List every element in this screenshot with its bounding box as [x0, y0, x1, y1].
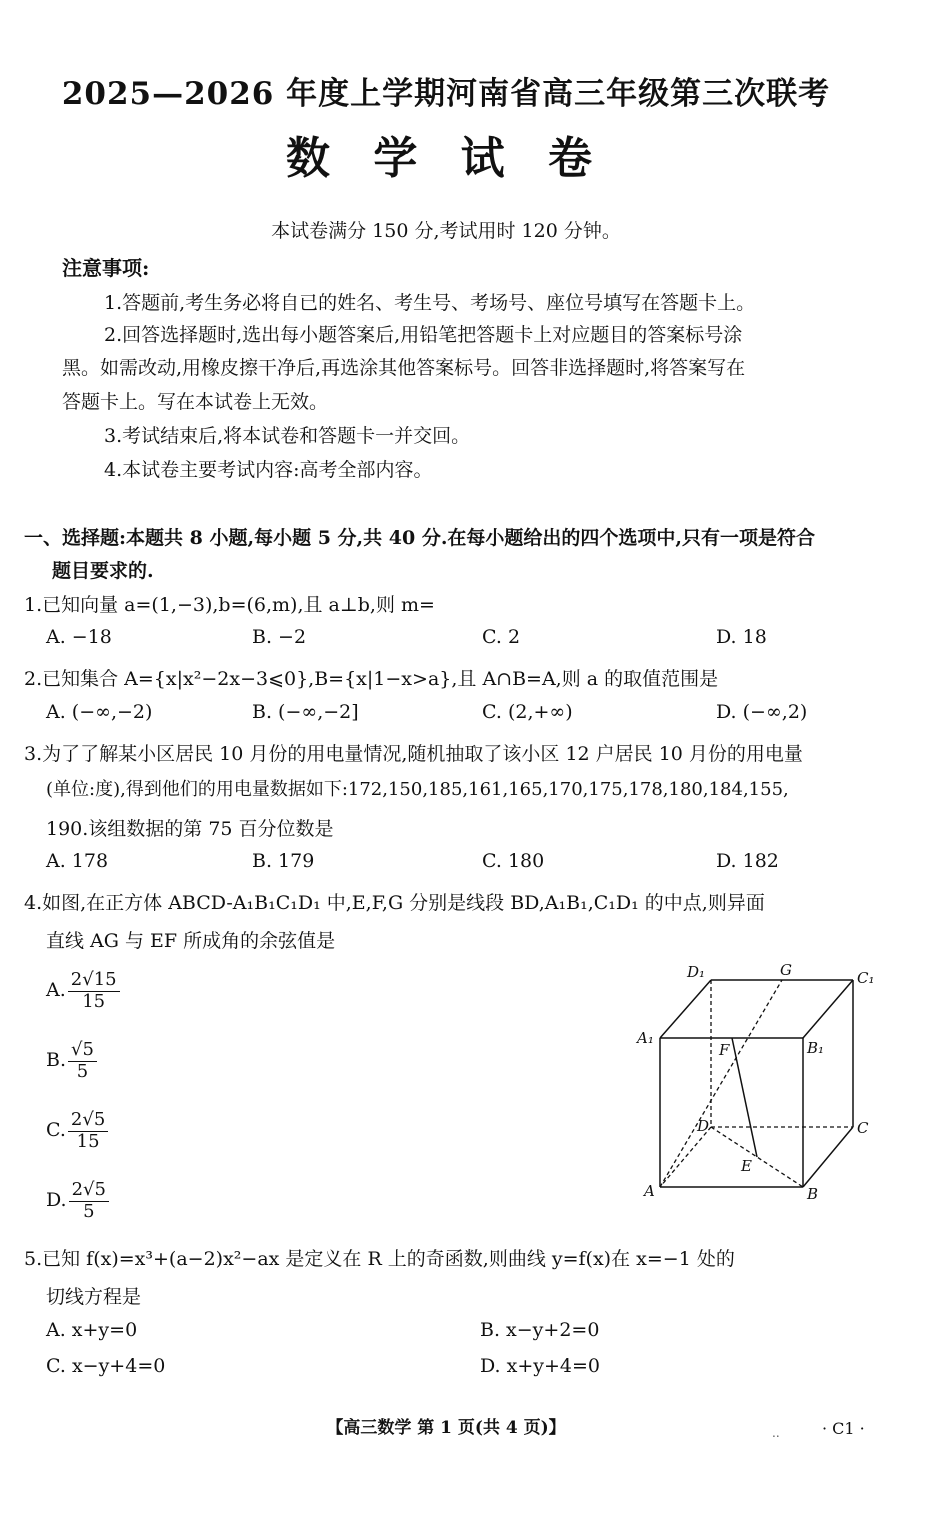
q1-option-c: C. 2 [482, 626, 521, 648]
note-line: 1.答题前,考生务必将自已的姓名、考生号、考场号、座位号填写在答题卡上。 [104, 292, 756, 314]
q1-option-d: D. 18 [716, 626, 767, 648]
q2-option-a: A. (−∞,−2) [46, 701, 153, 723]
label-B1: B₁ [807, 1039, 825, 1057]
q3-option-c: C. 180 [482, 850, 545, 872]
label-A1: A₁ [637, 1029, 654, 1047]
label-G: G [780, 961, 792, 979]
q2-option-b: B. (−∞,−2] [252, 701, 359, 723]
paper-code: · C1 · [822, 1419, 865, 1438]
question-5-line: 切线方程是 [46, 1286, 142, 1308]
label-F: F [719, 1041, 730, 1059]
q5-option-b: B. x−y+2=0 [480, 1319, 600, 1341]
q2-option-c: C. (2,+∞) [482, 701, 573, 723]
q1-option-a: A. −18 [46, 626, 112, 648]
note-line: 4.本试卷主要考试内容:高考全部内容。 [104, 459, 433, 481]
question-3-line: (单位:度),得到他们的用电量数据如下:172,150,185,161,165,170,175,178,180,184,155, [46, 779, 789, 800]
q4-option-d: D. $\frac{2√5}{5}$ [46, 1180, 109, 1222]
q2-option-d: D. (−∞,2) [716, 701, 808, 723]
label-B: B [807, 1185, 819, 1203]
q3-option-b: B. 179 [252, 850, 315, 872]
question-5-line: 5.已知 f(x)=x³+(a−2)x²−ax 是定义在 R 上的奇函数,则曲线 y=f(x)在 x=−1 处的 [24, 1248, 735, 1270]
exam-subject-title: 数 学 试 卷 [286, 133, 606, 184]
label-D1: D₁ [687, 963, 706, 981]
q3-option-d: D. 182 [716, 850, 779, 872]
cube-figure [625, 955, 885, 1205]
question-4-line: 直线 AG 与 EF 所成角的余弦值是 [46, 930, 336, 952]
q5-option-d: D. x+y+4=0 [480, 1355, 601, 1377]
q4-option-b: B. $\frac{√5}{5}$ [46, 1040, 97, 1082]
exam-title: 2025—2026 年度上学期河南省高三年级第三次联考 [61, 76, 831, 112]
question-1-stem: 1.已知向量 a=(1,−3),b=(6,m),且 a⊥b,则 m= [24, 594, 435, 616]
note-line: 2.回答选择题时,选出每小题答案后,用铅笔把答题卡上对应题目的答案标号涂 [104, 324, 743, 346]
exam-intro: 本试卷满分 150 分,考试用时 120 分钟。 [271, 220, 621, 242]
label-D: D [697, 1117, 710, 1135]
question-3-line: 190.该组数据的第 75 百分位数是 [46, 818, 334, 840]
label-A: A [644, 1182, 655, 1200]
q5-option-a: A. x+y=0 [46, 1319, 138, 1341]
note-line: 3.考试结束后,将本试卷和答题卡一并交回。 [104, 425, 471, 447]
note-line: 答题卡上。写在本试卷上无效。 [62, 391, 329, 413]
q4-option-a: A. $\frac{2√15}{15}$ [46, 970, 120, 1012]
notes-heading: 注意事项: [62, 256, 150, 280]
footer-dots: .. [772, 1426, 780, 1440]
q5-option-c: C. x−y+4=0 [46, 1355, 166, 1377]
q4-option-c: C. $\frac{2√5}{15}$ [46, 1110, 108, 1152]
section-heading-cont: 题目要求的. [52, 560, 154, 582]
section-heading: 一、选择题:本题共 8 小题,每小题 5 分,共 40 分.在每小题给出的四个选项中,只有一项是符合 [24, 527, 816, 549]
label-C: C [857, 1119, 869, 1137]
q1-option-b: B. −2 [252, 626, 307, 648]
question-2-stem: 2.已知集合 A={x|x²−2x−3⩽0},B={x|1−x>a},且 A∩B=A,则 a 的取值范围是 [24, 668, 719, 690]
question-3-line: 3.为了了解某小区居民 10 月份的用电量情况,随机抽取了该小区 12 户居民 10 月份的用电量 [24, 743, 803, 765]
question-4-line: 4.如图,在正方体 ABCD-A₁B₁C₁D₁ 中,E,F,G 分别是线段 BD,A₁B₁,C₁D₁ 的中点,则异面 [24, 892, 765, 914]
q3-option-a: A. 178 [46, 850, 109, 872]
note-line: 黑。如需改动,用橡皮擦干净后,再选涂其他答案标号。回答非选择题时,将答案写在 [62, 357, 746, 379]
label-E: E [741, 1157, 752, 1175]
label-C1: C₁ [857, 969, 875, 987]
page-footer: 【高三数学 第 1 页(共 4 页)】 [326, 1418, 566, 1438]
